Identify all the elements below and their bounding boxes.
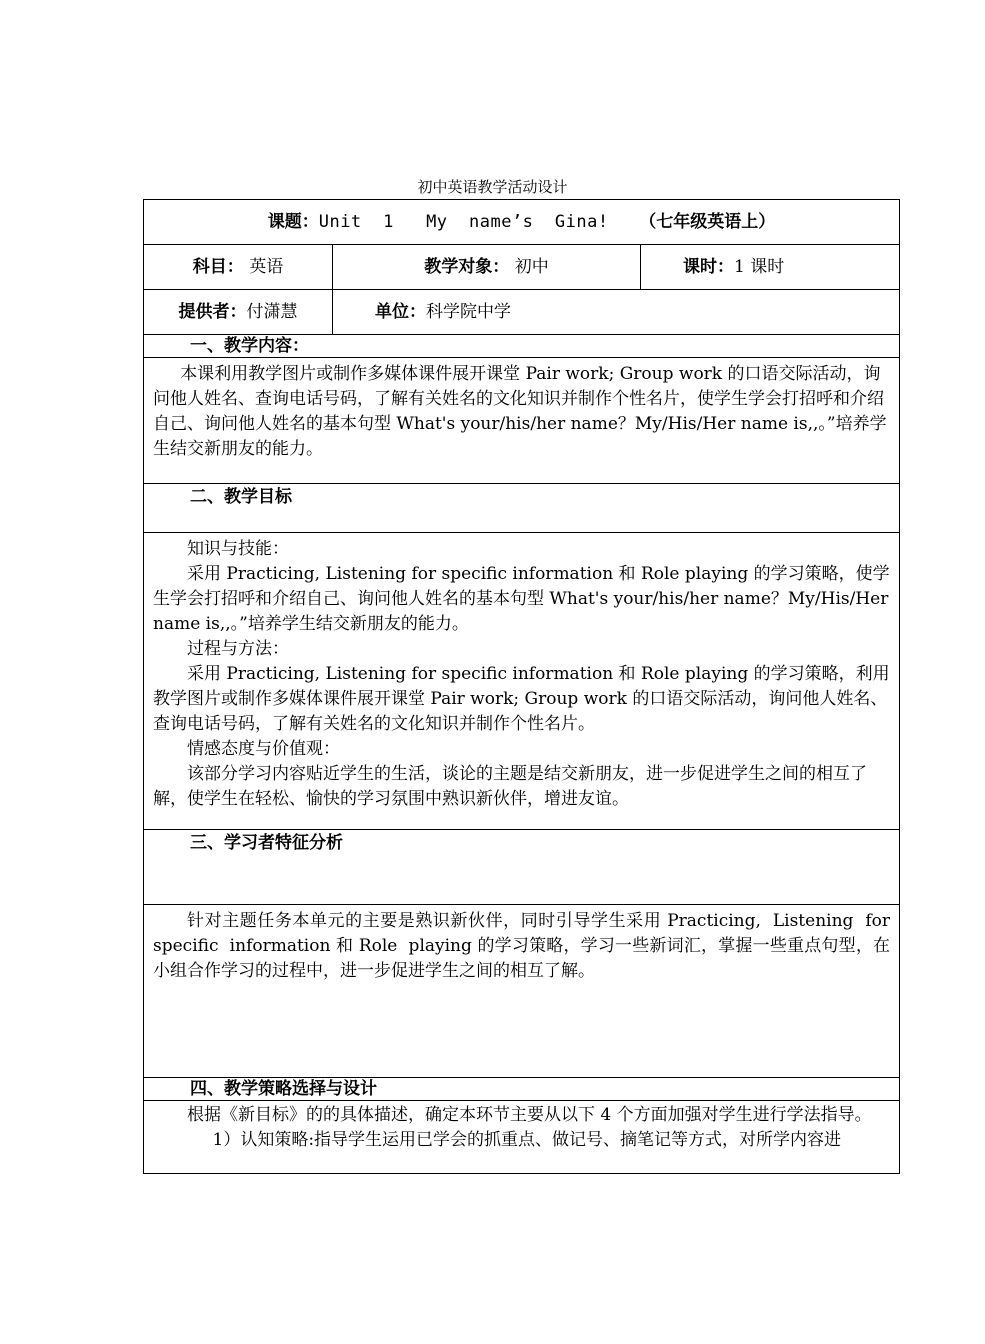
lesson-plan-table xyxy=(143,199,900,1174)
subject-value: 英语 xyxy=(249,256,284,277)
section2-body-cell xyxy=(144,533,900,830)
section1-heading: 一、教学内容： xyxy=(144,335,900,358)
emotion-body: 该部分学习内容贴近学生的生活，谈论的主题是结交新朋友，进一步促进学生之间的相互了解，使学生在轻松、愉快的学习氛围中熟识新伙伴，增进友谊。 xyxy=(153,764,867,809)
section4-body1: 根据《新目标》的的具体描述，确定本环节主要从以下 4 个方面加强对学生进行学法指导。 xyxy=(187,1105,872,1125)
meta-row-2 xyxy=(144,290,900,335)
section1-body-row xyxy=(144,358,900,484)
section3-body-row xyxy=(144,905,900,1078)
target-value: 初中 xyxy=(514,256,549,277)
unit-cell xyxy=(333,290,900,335)
hours-label: 课时： xyxy=(683,256,734,277)
process-label: 过程与方法： xyxy=(187,639,289,659)
target-cell xyxy=(333,245,641,290)
section4-heading: 四、教学策略选择与设计 xyxy=(144,1078,900,1101)
subject-label: 科目： xyxy=(192,256,244,277)
provider-label: 提供者： xyxy=(178,301,247,322)
page-caption: 初中英语教学活动设计 xyxy=(417,178,568,196)
hours-cell xyxy=(641,245,900,290)
meta-row-1 xyxy=(144,245,900,290)
section4-heading-row xyxy=(144,1078,900,1101)
title-row xyxy=(144,200,900,245)
target-label: 教学对象： xyxy=(424,256,510,277)
process-body: 采用 Practicing, Listening for specific information 和 Role playing 的学习策略，利用教学图片或制作多媒体课件展开课堂 Pair work; Group work 的口语交际活动，询问他人姓名、查询电话号码，了解有关姓名的文化知识并制作个性名片。 xyxy=(153,664,890,734)
title-label: 课题： xyxy=(267,211,319,232)
section1-heading-row xyxy=(144,335,900,358)
knowledge-label: 知识与技能： xyxy=(187,539,289,559)
provider-cell xyxy=(144,290,333,335)
subject-cell xyxy=(144,245,333,290)
hours-value: 1 课时 xyxy=(734,256,785,277)
section4-body-cell xyxy=(144,1101,900,1174)
title-text: Unit 1 My name’s Gina! xyxy=(318,211,609,232)
emotion-label: 情感态度与价值观： xyxy=(187,739,340,759)
section2-body-row xyxy=(144,533,900,830)
section2-heading-row xyxy=(144,484,900,533)
section1-body: 本课利用教学图片或制作多媒体课件展开课堂 Pair work; Group work 的口语交际活动，询问他人姓名、查询电话号码，了解有关姓名的文化知识并制作个性名片，使学生学会打招呼和介绍自己、询问他人姓名的基本句型 What's your/his/her name？My/His/Her name is,,。”培养学生结交新朋友的能力。 xyxy=(153,364,887,459)
lesson-title xyxy=(144,200,900,245)
section4-body2: 1）认知策略:指导学生运用已学会的抓重点、做记号、摘笔记等方式，对所学内容进 xyxy=(212,1130,842,1150)
knowledge-body: 采用 Practicing, Listening for specific information 和 Role playing 的学习策略，使学生学会打招呼和介绍自己、询问他人姓名的基本句型 What's your/his/her name？My/His/Her name is,,。”培养学生结交新朋友的能力。 xyxy=(153,564,890,634)
section1-body-cell xyxy=(144,358,900,484)
title-grade: （七年级英语上） xyxy=(639,211,776,232)
section2-heading: 二、教学目标 xyxy=(144,484,900,533)
section3-heading-row xyxy=(144,830,900,905)
unit-label: 单位： xyxy=(375,301,426,322)
section3-heading: 三、学习者特征分析 xyxy=(144,830,900,905)
provider-value: 付潇慧 xyxy=(246,301,298,322)
section3-body: 针对主题任务本单元的主要是熟识新伙伴，同时引导学生采用 Practicing, Listening for specific information 和 Role playing 的学习策略，学习一些新词汇，掌握一些重点句型，在小组合作学习的过程中，进一步促进学生之间的相互了解。 xyxy=(153,911,901,981)
section3-body-cell xyxy=(144,905,900,1078)
unit-value: 科学院中学 xyxy=(426,301,511,322)
section4-body-row xyxy=(144,1101,900,1174)
